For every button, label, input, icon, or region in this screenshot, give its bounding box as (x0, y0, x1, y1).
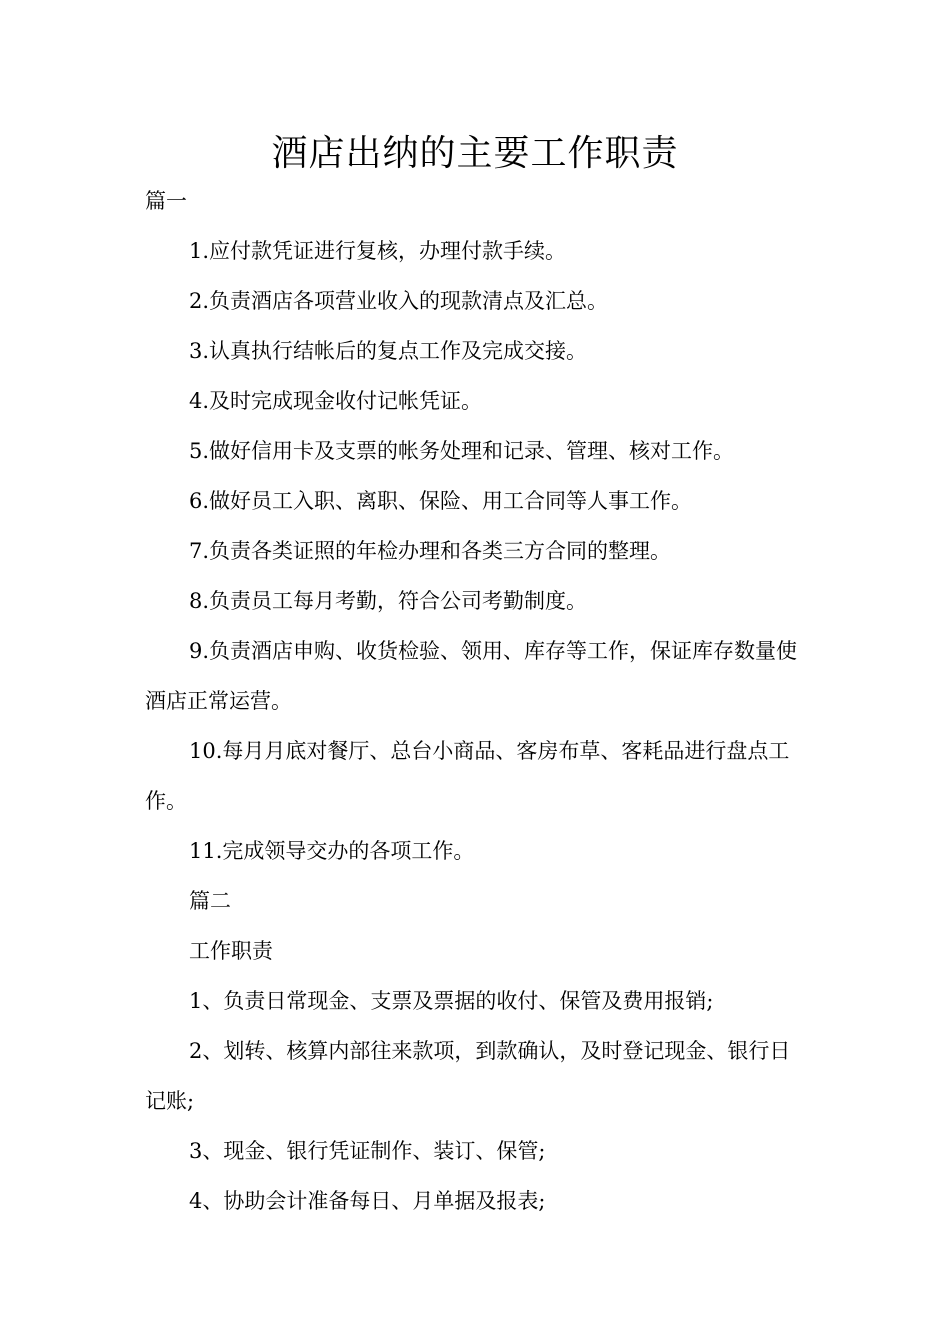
paragraph-8: 8.负责员工每月考勤，符合公司考勤制度。 (189, 589, 588, 613)
paragraph-4: 4.及时完成现金收付记帐凭证。 (189, 389, 483, 413)
paragraph-10: 10.每月月底对餐厅、总台小商品、客房布草、客耗品进行盘点工作。 (145, 739, 790, 813)
subheading-job-duties: 工作职责 (189, 939, 273, 963)
paragraph-9: 9.负责酒店申购、收货检验、领用、库存等工作，保证库存数量使酒店正常运营。 (145, 639, 798, 713)
paragraph-5: 5.做好信用卡及支票的帐务处理和记录、管理、核对工作。 (189, 439, 735, 463)
document-body (145, 176, 807, 1226)
paragraph-2: 2.负责酒店各项营业收入的现款清点及汇总。 (189, 289, 609, 313)
paragraph-15: 4、协助会计准备每日、月单据及报表; (189, 1189, 546, 1213)
paragraph-6: 6.做好员工入职、离职、保险、用工合同等人事工作。 (189, 489, 693, 513)
section-heading-2: 篇二 (189, 889, 231, 913)
paragraph-11: 11.完成领导交办的各项工作。 (189, 839, 475, 863)
paragraph-1: 1.应付款凭证进行复核，办理付款手续。 (189, 239, 567, 263)
paragraph-7: 7.负责各类证照的年检办理和各类三方合同的整理。 (189, 539, 672, 563)
section-heading-1: 篇一 (145, 189, 187, 213)
document-title: 酒店出纳的主要工作职责 (271, 133, 679, 174)
paragraph-13: 2、划转、核算内部往来款项，到款确认，及时登记现金、银行日记账; (145, 1039, 791, 1113)
paragraph-12: 1、负责日常现金、支票及票据的收付、保管及费用报销; (189, 989, 714, 1013)
paragraph-14: 3、现金、银行凭证制作、装订、保管; (189, 1139, 546, 1163)
paragraph-3: 3.认真执行结帐后的复点工作及完成交接。 (189, 339, 588, 363)
